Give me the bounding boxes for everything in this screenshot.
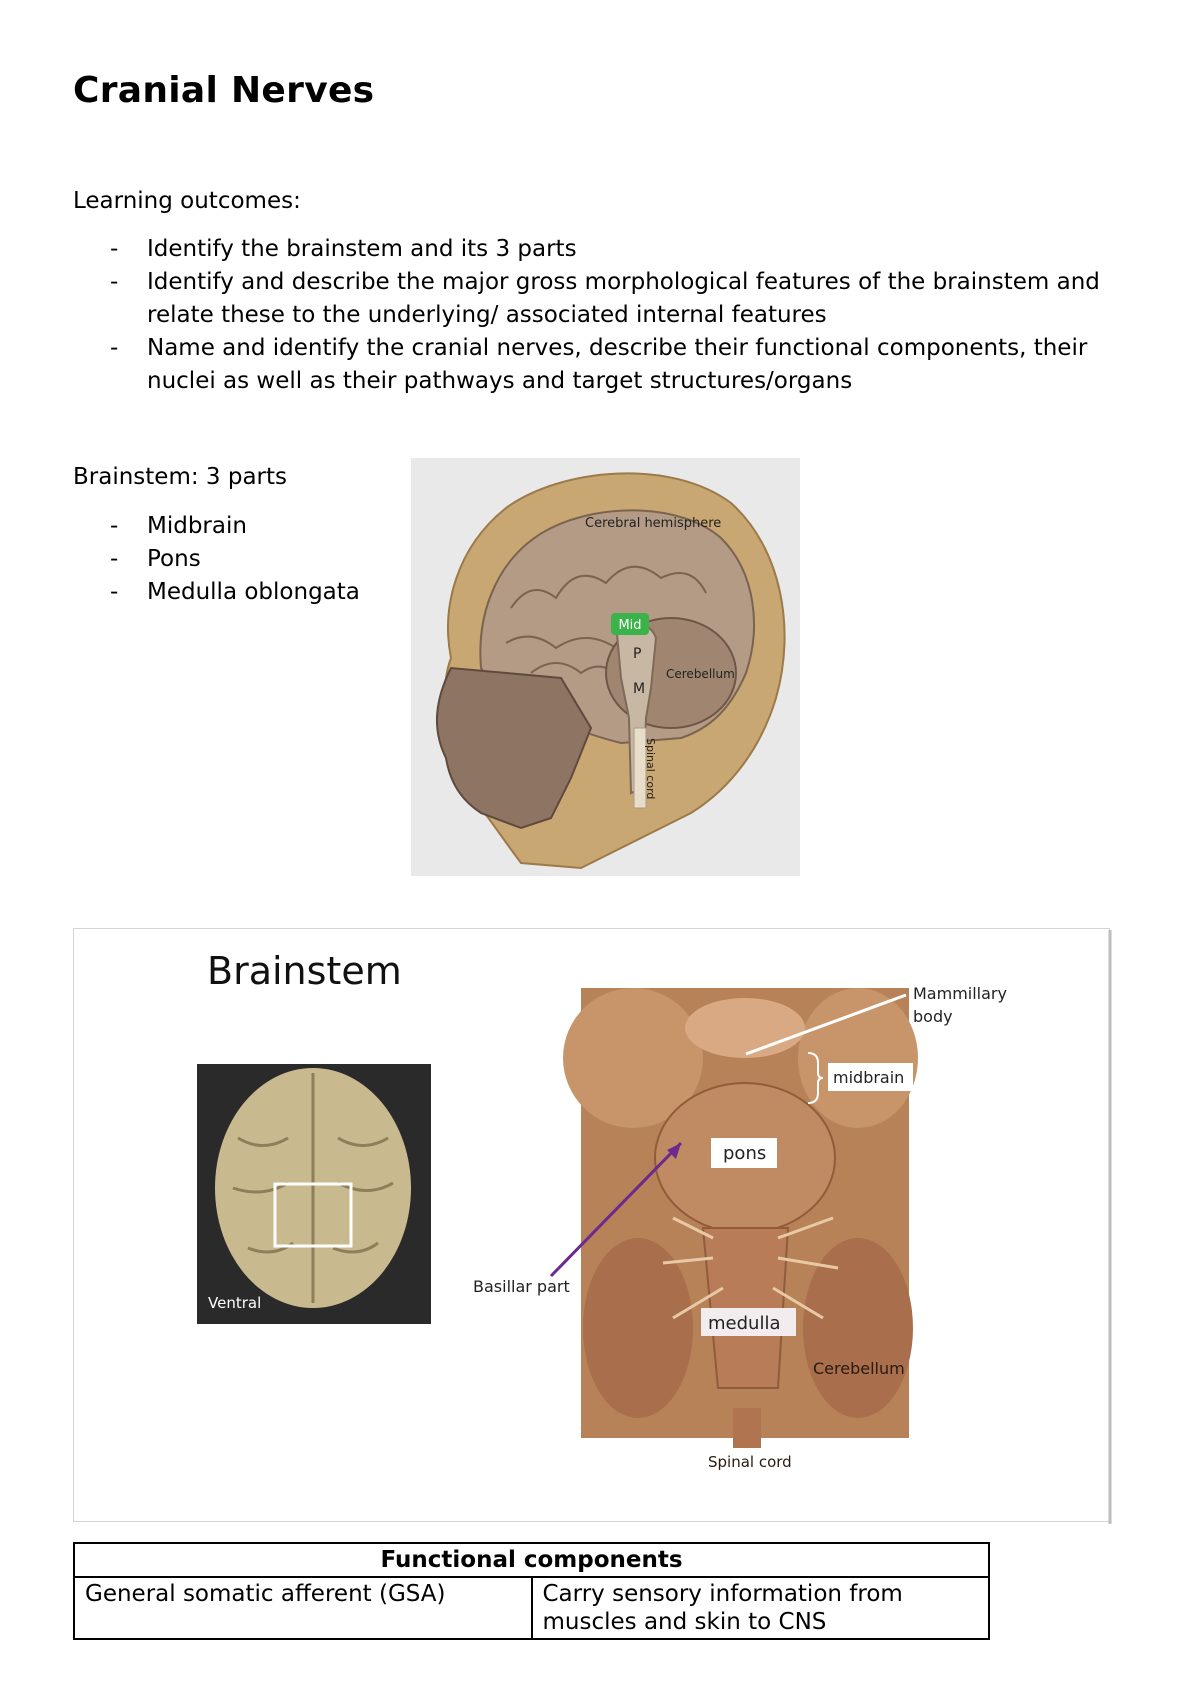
m-label: M: [633, 681, 646, 697]
list-item: - Medulla oblongata: [73, 576, 393, 609]
slide-title: Brainstem: [207, 949, 402, 993]
component-description-line1: Carry sensory information from: [542, 1581, 903, 1607]
table-header: Functional components: [74, 1543, 989, 1577]
list-item: - Identify the brainstem and its 3 parts: [73, 233, 1123, 266]
component-description-cell: [532, 1577, 990, 1639]
learning-outcomes-list: [73, 233, 1123, 398]
list-item: - Midbrain: [73, 510, 393, 543]
basilar-part-label: Basillar part: [473, 1277, 570, 1296]
brainstem-parts-heading: Brainstem: 3 parts: [73, 464, 288, 490]
cerebellum-label: Cerebellum: [813, 1359, 905, 1378]
component-description-line2: muscles and skin to CNS: [542, 1609, 827, 1635]
table-header-row: [74, 1543, 989, 1577]
component-name-cell: [74, 1577, 532, 1639]
spinal-cord-label: Spinal cord: [644, 738, 657, 800]
page-title: Cranial Nerves: [73, 70, 375, 111]
pons-label: pons: [723, 1143, 767, 1164]
list-item: - Name and identify the cranial nerves, describe their functional components, their nuclei as well as their pathways and target structures/organs: [73, 332, 1123, 398]
brainstem-slide-figure: [73, 928, 1113, 1524]
mammillary-region: [685, 998, 805, 1058]
mid-label: Mid: [618, 618, 642, 633]
spinal-cord-label: Spinal cord: [708, 1453, 792, 1471]
medulla-label: medulla: [708, 1313, 781, 1334]
mammillary-label-line2: body: [913, 1007, 953, 1026]
left-cerebellum: [583, 1238, 693, 1418]
list-item: - Identify and describe the major gross morphological features of the brainstem and relate these to the underlying/ associated internal features: [73, 266, 1123, 332]
component-name: General somatic afferent (GSA): [85, 1581, 446, 1607]
mammillary-label-line1: Mammillary: [913, 984, 1007, 1003]
ventral-label: Ventral: [208, 1294, 262, 1312]
learning-outcomes-heading: Learning outcomes:: [73, 188, 301, 214]
list-item: - Pons: [73, 543, 393, 576]
cerebellum-label: Cerebellum: [666, 667, 735, 681]
functional-components-table: [73, 1542, 990, 1640]
brainstem-parts-list: [73, 510, 393, 609]
p-label: P: [633, 646, 642, 662]
spinal-cord-shape: [733, 1408, 761, 1448]
table-row: [74, 1577, 989, 1639]
cerebral-hemisphere-label: Cerebral hemisphere: [585, 516, 722, 531]
midbrain-label: midbrain: [833, 1068, 905, 1087]
sagittal-head-figure: [411, 458, 800, 876]
